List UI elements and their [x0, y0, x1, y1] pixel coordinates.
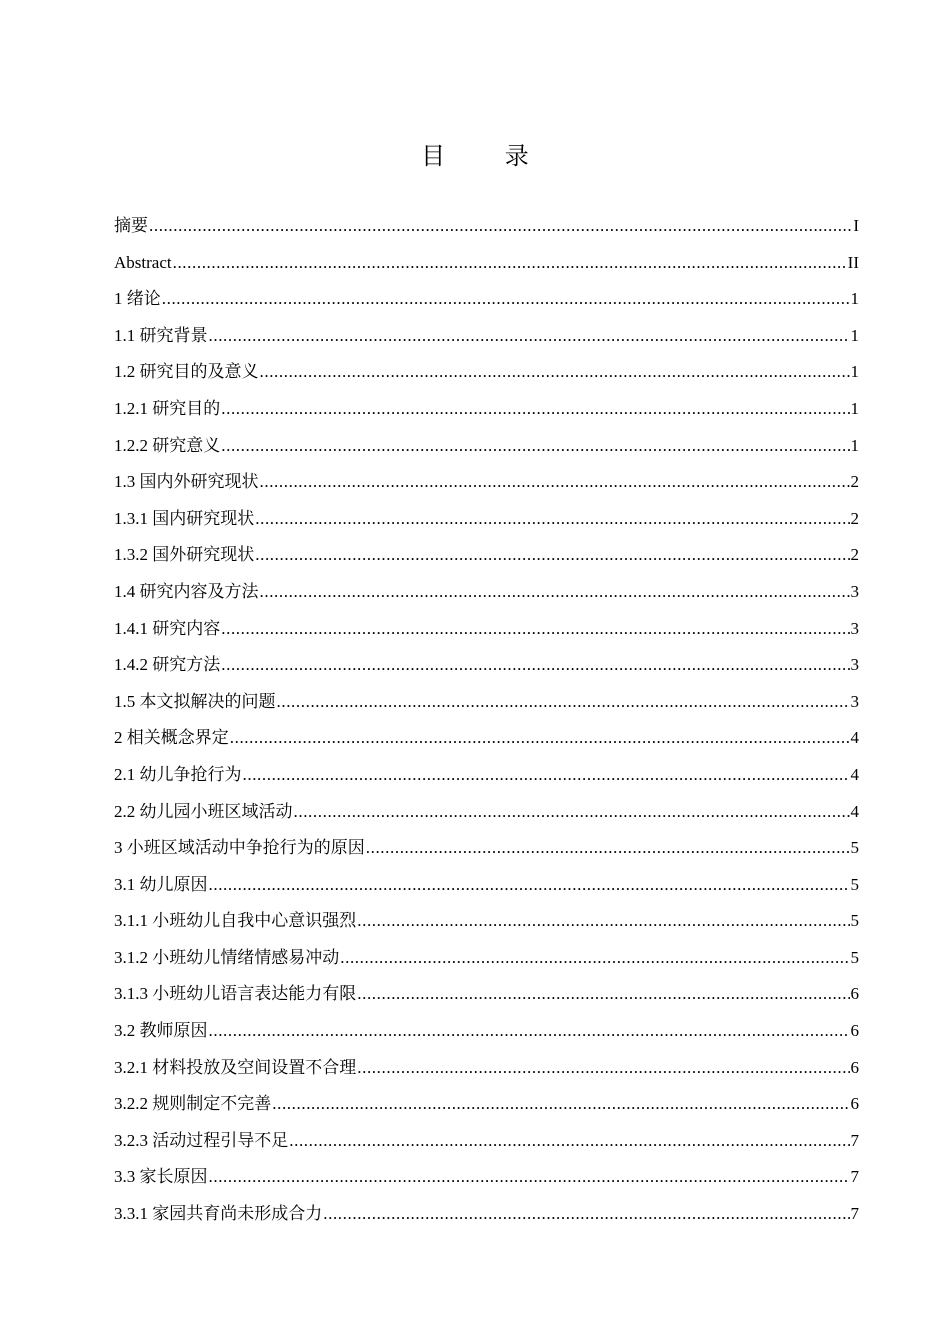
toc-entry-label: 3 小班区域活动中争抢行为的原因 [114, 838, 365, 858]
toc-entry[interactable] [114, 281, 859, 318]
toc-dot-leader [260, 354, 850, 391]
toc-entry-page-number: 7 [850, 1167, 859, 1187]
toc-entry[interactable] [114, 318, 859, 355]
toc-entry[interactable] [114, 501, 859, 538]
toc-entry-label: 3.2.2 规则制定不完善 [114, 1094, 272, 1114]
toc-entry-page-number: 3 [850, 581, 859, 601]
toc-entry[interactable] [114, 537, 859, 574]
toc-entry-page-number: 2 [850, 472, 859, 492]
toc-dot-leader [209, 1159, 850, 1196]
toc-entry-label: 3.1.1 小班幼儿自我中心意识强烈 [114, 911, 357, 931]
toc-dot-leader [209, 867, 850, 904]
toc-entry-page-number: 1 [850, 435, 859, 455]
toc-entry-label: 3.2.3 活动过程引导不足 [114, 1130, 289, 1150]
toc-dot-leader [243, 757, 850, 794]
toc-entry[interactable] [114, 464, 859, 501]
toc-entry[interactable] [114, 830, 859, 867]
toc-entry-label: 3.2 教师原因 [114, 1021, 208, 1041]
toc-entry-page-number: 4 [850, 764, 859, 784]
toc-entry[interactable] [114, 428, 859, 465]
toc-entry-page-number: 3 [850, 655, 859, 675]
toc-entry-label: 1.2.1 研究目的 [114, 398, 221, 418]
toc-entry[interactable] [114, 794, 859, 831]
toc-dot-leader [209, 1013, 850, 1050]
toc-entry-page-number: 3 [850, 618, 859, 638]
toc-entry[interactable] [114, 684, 859, 721]
toc-dot-leader [221, 611, 849, 648]
toc-entry[interactable] [114, 354, 859, 391]
toc-dot-leader [230, 720, 850, 757]
toc-dot-leader [260, 574, 850, 611]
toc-entry-page-number: 6 [850, 1094, 859, 1114]
toc-dot-leader [294, 794, 850, 831]
toc-entry-label: 2.2 幼儿园小班区域活动 [114, 801, 293, 821]
toc-dot-leader [289, 1123, 849, 1160]
toc-entry[interactable] [114, 757, 859, 794]
table-of-contents [114, 208, 859, 1233]
toc-entry-label: 摘要 [114, 216, 148, 235]
toc-entry[interactable] [114, 208, 859, 245]
toc-dot-leader [209, 318, 850, 355]
toc-entry-page-number: 1 [850, 362, 859, 382]
toc-entry[interactable] [114, 245, 859, 282]
toc-entry-page-number: 7 [850, 1130, 859, 1150]
toc-entry-label: 1.4.2 研究方法 [114, 655, 221, 675]
toc-entry-label: 1 绪论 [114, 289, 161, 309]
toc-entry-page-number: 6 [850, 984, 859, 1004]
toc-entry-label: 1.4 研究内容及方法 [114, 581, 259, 601]
toc-dot-leader [255, 537, 849, 574]
toc-entry-page-number: 1 [850, 325, 859, 345]
toc-entry[interactable] [114, 940, 859, 977]
toc-entry-page-number: 2 [850, 545, 859, 565]
toc-entry[interactable] [114, 1159, 859, 1196]
toc-entry[interactable] [114, 611, 859, 648]
toc-dot-leader [323, 1196, 849, 1233]
toc-entry-label: 1.2.2 研究意义 [114, 435, 221, 455]
toc-entry-label: Abstract [114, 252, 172, 272]
toc-dot-leader [255, 501, 849, 538]
toc-entry-page-number: 5 [850, 874, 859, 894]
toc-entry-page-number: 1 [850, 398, 859, 418]
toc-dot-leader [173, 245, 847, 282]
toc-entry-page-number: 5 [850, 911, 859, 931]
toc-dot-leader [221, 428, 849, 465]
toc-entry[interactable] [114, 1086, 859, 1123]
toc-entry-label: 3.3.1 家园共育尚未形成合力 [114, 1204, 323, 1224]
toc-dot-leader [340, 940, 849, 977]
toc-dot-leader [366, 830, 850, 867]
toc-entry-page-number: 5 [850, 838, 859, 858]
toc-entry-label: 1.1 研究背景 [114, 325, 208, 345]
toc-dot-leader [260, 464, 850, 501]
toc-entry-page-number: 2 [850, 508, 859, 528]
toc-dot-leader [357, 903, 849, 940]
toc-entry[interactable] [114, 574, 859, 611]
toc-entry-page-number: 5 [850, 947, 859, 967]
toc-entry-label: 1.3 国内外研究现状 [114, 472, 259, 492]
toc-dot-leader [357, 976, 849, 1013]
toc-entry-page-number: 1 [850, 289, 859, 309]
toc-dot-leader [162, 281, 850, 318]
toc-entry[interactable] [114, 1123, 859, 1160]
toc-dot-leader [221, 391, 849, 428]
toc-entry[interactable] [114, 647, 859, 684]
toc-entry-page-number: I [853, 216, 859, 235]
toc-entry-page-number: 3 [850, 691, 859, 711]
toc-entry-label: 3.3 家长原因 [114, 1167, 208, 1187]
toc-entry-page-number: 4 [850, 728, 859, 748]
toc-entry-label: 3.2.1 材料投放及空间设置不合理 [114, 1057, 357, 1077]
toc-dot-leader [272, 1086, 849, 1123]
toc-entry[interactable] [114, 903, 859, 940]
toc-dot-leader [221, 647, 849, 684]
toc-entry-page-number: 6 [850, 1057, 859, 1077]
toc-entry-label: 2.1 幼儿争抢行为 [114, 764, 242, 784]
toc-entry-page-number: 6 [850, 1021, 859, 1041]
toc-dot-leader [357, 1050, 849, 1087]
toc-entry-page-number: 4 [850, 801, 859, 821]
toc-dot-leader [149, 208, 852, 245]
toc-entry-label: 3.1.2 小班幼儿情绪情感易冲动 [114, 947, 340, 967]
toc-entry[interactable] [114, 720, 859, 757]
toc-entry[interactable] [114, 1013, 859, 1050]
toc-entry[interactable] [114, 391, 859, 428]
toc-entry[interactable] [114, 1196, 859, 1233]
toc-dot-leader [277, 684, 850, 721]
toc-entry[interactable] [114, 867, 859, 904]
toc-entry-label: 1.5 本文拟解决的问题 [114, 691, 276, 711]
toc-entry-label: 3.1.3 小班幼儿语言表达能力有限 [114, 984, 357, 1004]
toc-entry-page-number: 7 [850, 1204, 859, 1224]
toc-entry[interactable] [114, 976, 859, 1013]
page-title: 目 录 [421, 142, 555, 171]
toc-entry-label: 1.3.1 国内研究现状 [114, 508, 255, 528]
toc-entry-label: 1.3.2 国外研究现状 [114, 545, 255, 565]
toc-entry-page-number: II [847, 252, 859, 272]
toc-entry-label: 1.2 研究目的及意义 [114, 362, 259, 382]
toc-entry-label: 3.1 幼儿原因 [114, 874, 208, 894]
toc-entry-label: 2 相关概念界定 [114, 728, 229, 748]
toc-entry[interactable] [114, 1050, 859, 1087]
toc-entry-label: 1.4.1 研究内容 [114, 618, 221, 638]
